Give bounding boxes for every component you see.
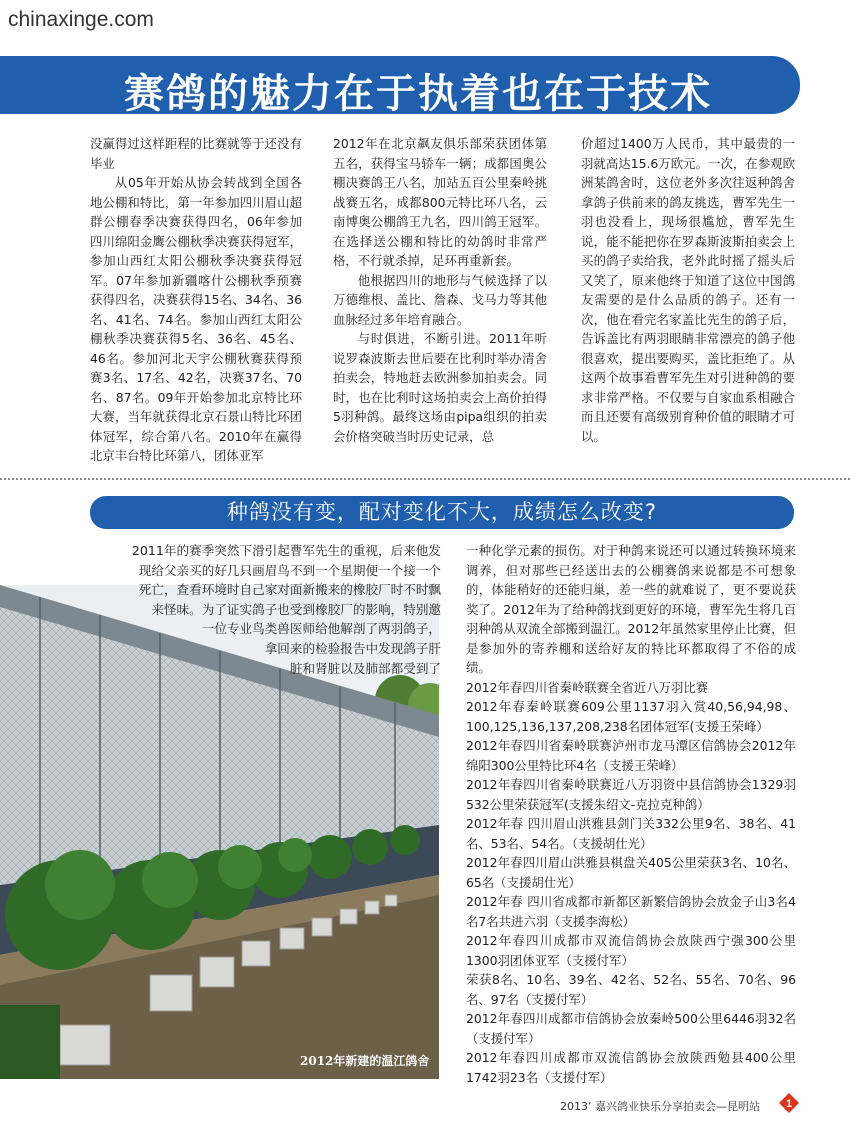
- article-column-1: [90, 134, 302, 466]
- text-line: 拿回来的检验报告中发现鸽子肝: [264, 640, 441, 656]
- page-number-badge: [778, 1092, 800, 1114]
- paragraph: 从05年开始从协会转战到全国各地公棚和特比，第一年参加四川眉山超群公棚春季决赛获得四名，06年参加四川绵阳金鹰公棚秋季决赛获得冠军，参加山西红太阳公棚秋季决赛获得冠军。07年参加新疆喀什公棚秋季预赛获得四名，决赛获得15名、34名、36名、41名、74名。参加山西红太阳公棚秋季决赛获得5名、36名、45名、46名。参加河北天宇公棚秋赛获得预赛3名、17名、42名，决赛37名、70名、87名。09年开始参加北京特比环大赛，当年就获得北京石景山特比环团体冠军，综合第八名。2010年在赢得北京丰台特比环第八，团体亚军: [90, 175, 302, 463]
- article-column-2: [333, 134, 547, 446]
- result-item: 2012年春四川省秦岭联赛近八万羽资中县信鸽协会1329羽532公里荣获冠军(支援朱绍文-克拉克种鸽）: [466, 777, 796, 812]
- result-item: 2012年春四川成都市信鸽协会放秦岭500公里6446羽32名（支援付军）: [466, 1011, 796, 1046]
- text-line: 脏和肾脏以及肺部都受到了: [289, 660, 441, 676]
- result-item: 2012年春 四川省成都市新都区新繁信鸽协会放金子山3名4名7名共进六羽（支援李海松）: [466, 894, 796, 929]
- text-line: 2011年的赛季突然下滑引起曹军先生的重视，后来他发: [131, 543, 441, 558]
- photo-caption: 2012年新建的温江鸽舍: [300, 1054, 430, 1068]
- result-item: 2012年春秦岭联赛609公里1137羽入赏40,56,94,98、100,125,136,137,208,238名团体冠军(支援王荣峰）: [466, 699, 796, 734]
- text-line: 一位专业鸟类兽医师给他解剖了两羽鸽子，: [201, 621, 441, 637]
- text-line: 现给父亲买的好几只画眉鸟不到一个星期便一个接一个: [138, 562, 441, 578]
- result-item: 荣获8名、10名、39名、42名、52名、55名、70名、96名、97名（支援付军）: [466, 972, 796, 1007]
- article-column-3: [581, 134, 795, 446]
- site-logo-text: chinaxinge.com: [8, 8, 154, 31]
- footer-text: 2013’ 嘉兴鸽业快乐分享拍卖会—昆明站: [560, 1100, 760, 1113]
- section-divider: [0, 478, 850, 480]
- result-item: 2012年春四川省秦岭联赛泸州市龙马潭区信鸽协会2012年绵阳300公里特比环4名（支援王荣峰）: [466, 738, 796, 773]
- paragraph: 与时俱进，不断引进。2011年听说罗森波斯去世后要在比利时举办清舍拍卖会，特地赶去欧洲参加拍卖会。同时，也在比利时这场拍卖会上高价拍得5羽种鸽。最终这场由pipa组织的拍卖会价格突破当时历史记录，总: [333, 331, 547, 444]
- result-item: 2012年春四川成都市双流信鸽协会放陕西宁强300公里1300羽团体亚军（支援付军）: [466, 933, 796, 968]
- text-line: 来怪味。为了证实鸽子也受到橡胶厂的影响，特别邀: [151, 601, 441, 617]
- result-item: 2012年春四川眉山洪雅县棋盘关405公里荣获3名、10名、65名（支援胡仕光）: [466, 855, 796, 890]
- text-line: 死亡，查看环境时自己家对面新搬来的橡胶厂时不时飘: [138, 582, 441, 598]
- result-item: 2012年春四川成都市双流信鸽协会放陕西勉县400公里1742羽23名（支援付军）: [466, 1050, 796, 1085]
- paragraph: 没赢得过这样距程的比赛就等于还没有毕业: [90, 136, 302, 171]
- article-wrapped-paragraph: [0, 541, 441, 678]
- paragraph: 他根据四川的地形与气候选择了以万德维根、盖比、詹森、戈马力等其他血脉经过多年培育融合。: [333, 272, 547, 327]
- section-subtitle: 种鸽没有变，配对变化不大，成绩怎么改变?: [226, 500, 658, 524]
- page-title: 赛鸽的魅力在于执着也在于技术: [124, 71, 712, 117]
- results-list: [466, 678, 796, 1088]
- paragraph: 一种化学元素的损伤。对于种鸽来说还可以通过转换环境来调养，但对那些已经送出去的公棚赛鸽来说都是不可想象的，体能稍好的还能归巢，差一些的就难说了，更不要说获奖了。2012年为了给种鸽找到更好的环境，曹军先生将几百羽种鸽从双流全部搬到温江。2012年虽然家里停止比赛，但是参加外的寄养棚和送给好友的特比环都取得了不俗的成绩。: [466, 543, 796, 675]
- result-item: 2012年春四川省秦岭联赛全省近八万羽比赛: [466, 679, 709, 695]
- paragraph: 2012年在北京飙友俱乐部荣获团体第五名，获得宝马轿车一辆；成都国奥公棚决赛鸽王八名，加站五百公里秦岭挑战赛五名，成都800元特比环八名，云南博奥公棚鸽王九名，四川鸽王冠军。在选择送公棚和特比的幼鸽时非常严格，不行就杀掉，足环再重新套。: [333, 136, 547, 268]
- result-item: 2012年春 四川眉山洪雅县剑门关332公里9名、38名、41名、53名、54名。（支援胡仕光）: [466, 816, 796, 851]
- page-number: 1: [785, 1098, 793, 1110]
- article-column-4: [466, 541, 796, 1087]
- paragraph: 价超过1400万人民币，其中最贵的一羽就高达15.6万欧元。一次，在参观欧洲某鸽舍时，这位老外多次往返种鸽舍拿鸽子供前来的鸽友挑选，曹军先生一羽也没看上，现场很尴尬，曹军先生说，能不能把你在罗森斯波斯拍卖会上买的鸽子卖给我，老外此时摇了摇头后又笑了，原来他终于知道了这位中国鸽友需要的是什么品质的鸽子。还有一次，他在看完名家盖比先生的鸽子后，告诉盖比有两羽眼睛非常漂亮的鸽子他很喜欢，提出要购买，盖比拒绝了。从这两个故事看曹军先生对引进种鸽的要求非常严格。不仅要与自家血系相融合而且还要有高级别育种价值的眼睛才可以。: [581, 136, 795, 444]
